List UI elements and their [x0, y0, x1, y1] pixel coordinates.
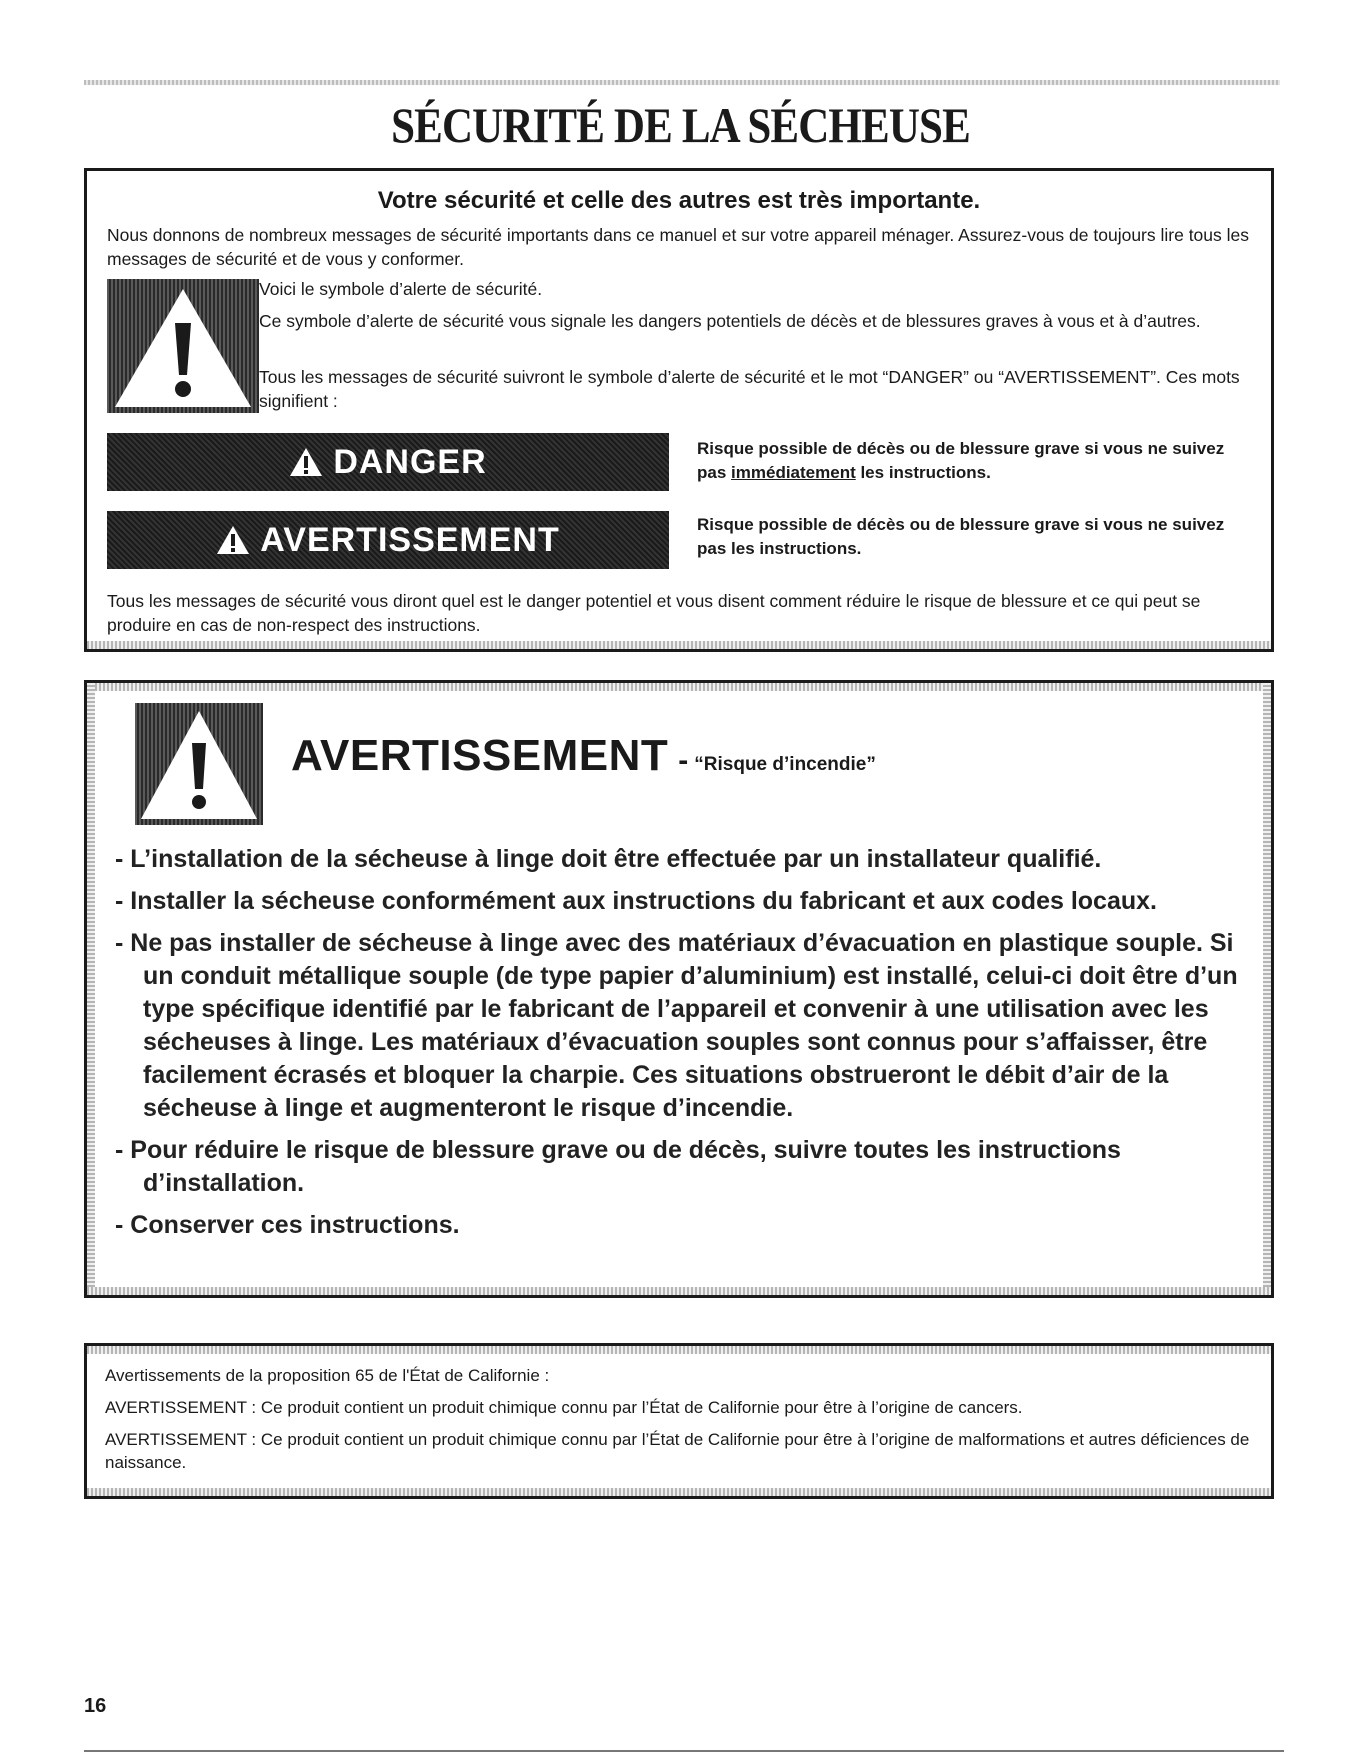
hatch-side: [1263, 683, 1271, 1295]
safety-alert-icon: [135, 703, 263, 825]
warning-triangle-icon: [216, 525, 250, 555]
danger-label: DANGER: [333, 442, 487, 481]
list-item: - Conserver ces instructions.: [115, 1209, 1253, 1242]
hatch-band: [87, 683, 1271, 691]
hatch-band: [87, 641, 1271, 649]
fire-warning-list: [115, 843, 1253, 1251]
warning-signal-word: [107, 511, 669, 569]
fire-warning-title: AVERTISSEMENT - “Risque d’incendie”: [291, 731, 876, 780]
hatch-band: [87, 1346, 1271, 1354]
prop65-line-2: AVERTISSEMENT : Ce produit contient un produit chimique connu par l’État de Californie pour être à l’origine de malformations et autres déficiences de naissance.: [105, 1430, 1250, 1472]
list-item: - L’installation de la sécheuse à linge doit être effectuée par un installateur qualifié.: [115, 843, 1253, 876]
warning-description: Risque possible de décès ou de blessure grave si vous ne suivez pas les instructions.: [697, 515, 1225, 558]
safety-intro: Nous donnons de nombreux messages de sécurité importants dans ce manuel et sur votre appareil ménager. Assurez-vous de toujours lire tous les messages de sécurité et de vous y conformer.: [107, 225, 1250, 269]
symbol-line-3: Tous les messages de sécurité suivront le symbole d’alerte de sécurité et le mot “DANGER” ou “AVERTISSEMENT”. Ces mots signifient :: [259, 367, 1240, 411]
danger-description: Risque possible de décès ou de blessure grave si vous ne suivez pas immédiatement les instructions.: [697, 439, 1225, 482]
bottom-rule: [84, 1750, 1284, 1752]
hatch-band: [87, 1287, 1271, 1295]
list-item: - Ne pas installer de sécheuse à linge avec des matériaux d’évacuation en plastique souple. Si un conduit métallique souple (de type papier d’aluminium) est installé, celui-ci doit être d’un type spécifique identifié par le fabricant de l’appareil et convenir à une utilisation avec les sécheuses à linge. Les matériaux d’évacuation souples sont connus pour s’affaisser, être facilement écrasés et bloquer la charpie. Ces situations obstrueront le débit d’air de la sécheuse à linge et augmenteront le risque d’incendie.: [115, 927, 1253, 1125]
symbol-line-1: Voici le symbole d’alerte de sécurité.: [259, 279, 543, 299]
list-item: - Pour réduire le risque de blessure grave ou de décès, suivre toutes les instructions d’installation.: [115, 1134, 1253, 1200]
safety-info-box: [84, 168, 1274, 652]
top-rule: [84, 80, 1280, 85]
hatch-side: [87, 683, 95, 1295]
page-title: SÉCURITÉ DE LA SÉCHEUSE: [391, 97, 970, 153]
warning-label: AVERTISSEMENT: [260, 520, 560, 559]
safety-footer: Tous les messages de sécurité vous diront quel est le danger potentiel et vous disent comment réduire le risque de blessure et ce qui peut se produire en cas de non-respect des instructions.: [107, 591, 1201, 635]
safety-heading: Votre sécurité et celle des autres est très importante.: [377, 187, 981, 214]
hatch-band: [87, 1488, 1271, 1496]
page-number: 16: [84, 1695, 107, 1717]
prop65-heading: Avertissements de la proposition 65 de l'État de Californie :: [105, 1366, 550, 1385]
prop65-box: [84, 1343, 1274, 1499]
safety-alert-icon: [107, 279, 259, 413]
warning-triangle-icon: [289, 447, 323, 477]
fire-warning-subtitle: “Risque d’incendie”: [694, 754, 876, 775]
danger-signal-word: [107, 433, 669, 491]
prop65-line-1: AVERTISSEMENT : Ce produit contient un produit chimique connu par l’État de Californie pour être à l’origine de cancers.: [105, 1398, 1023, 1417]
fire-warning-box: [84, 680, 1274, 1298]
list-item: - Installer la sécheuse conformément aux instructions du fabricant et aux codes locaux.: [115, 885, 1253, 918]
fire-warning-label: AVERTISSEMENT: [291, 731, 669, 780]
symbol-line-2: Ce symbole d’alerte de sécurité vous signale les dangers potentiels de décès et de blessures graves à vous et à d’autres.: [259, 311, 1201, 331]
